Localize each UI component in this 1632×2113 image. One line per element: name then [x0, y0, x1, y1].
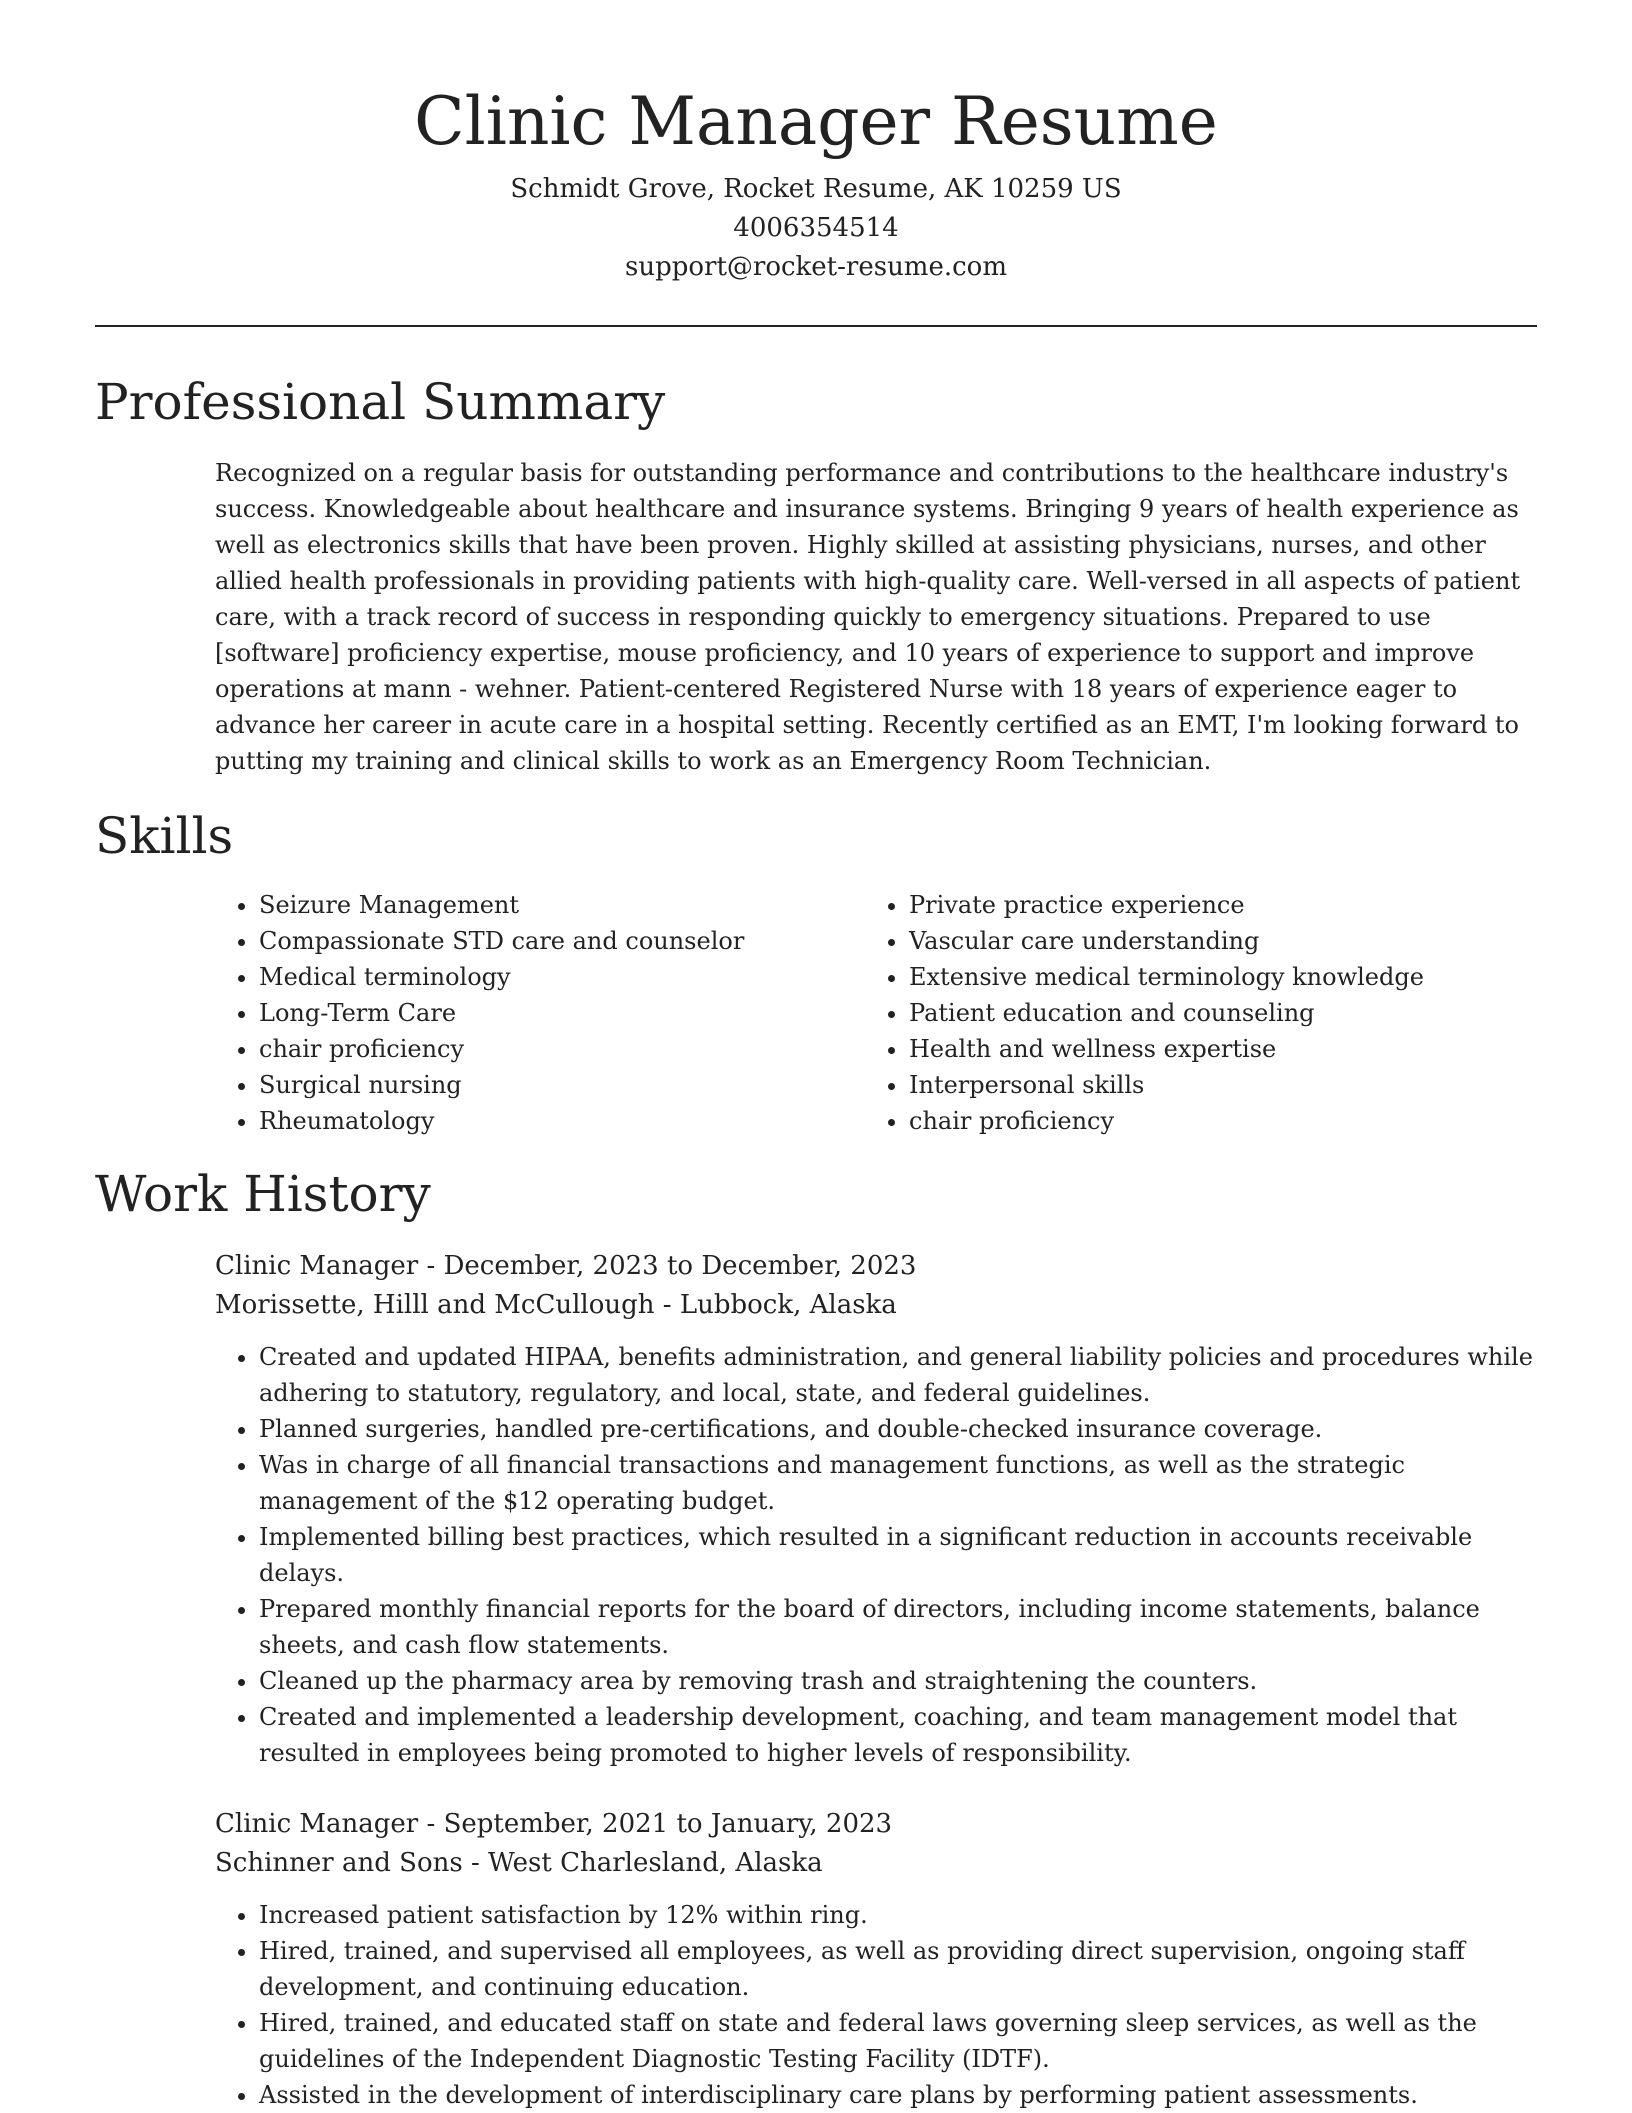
job-role: Clinic Manager: [215, 1809, 419, 1839]
job-dates: - September, 2021 to January, 2023: [418, 1809, 893, 1839]
job-bullets: [215, 1897, 1537, 2113]
job-bullet: • Created and updated HIPAA, benefits administration, and general liability policies and procedures while adhering to statutory, regulatory, and local, state, and federal guidelines.: [259, 1339, 1537, 1411]
job-entry: [215, 1805, 1537, 2113]
skills-heading: Skills: [95, 807, 234, 865]
skill-item: • chair proficiency: [909, 1103, 1515, 1139]
summary-text: Recognized on a regular basis for outstanding performance and contributions to the healthcare industry's success. Knowledgeable about healthcare and insurance systems. Bringing 9 years of health experience as well as electronics skills that have been proven. Highly skilled at assisting physicians, nurses, and other allied health professionals in providing patients with high-quality care. Well-versed in all aspects of patient care, with a track record of success in responding quickly to emergency situations. Prepared to use [software] proficiency expertise, mouse proficiency, and 10 years of experience to support and improve operations at mann - wehner. Patient-centered Registered Nurse with 18 years of experience eager to advance her career in acute care in a hospital setting. Recently certified as an EMT, I'm looking forward to putting my training and clinical skills to work as an Emergency Room Technician.: [215, 459, 1521, 775]
skill-item: • chair proficiency: [259, 1031, 865, 1067]
job-bullets: [215, 1339, 1537, 1771]
job-bullet: • Prepared monthly financial reports for the board of directors, including income statements, balance sheets, and cash flow statements.: [259, 1591, 1537, 1663]
work-history-heading: Work History: [95, 1165, 431, 1223]
job-bullet: • Was in charge of all financial transactions and management functions, as well as the strategic management of the $12 operating budget.: [259, 1447, 1537, 1519]
skills-list: [215, 887, 1537, 1139]
skill-item: • Extensive medical terminology knowledge: [909, 959, 1515, 995]
job-bullet: • Increased patient satisfaction by 12% within ring.: [259, 1897, 1537, 1933]
job-company-line: [215, 1844, 1537, 1883]
skills-column-right: [865, 887, 1515, 1139]
job-location: - Lubbock, Alaska: [654, 1290, 897, 1320]
job-company: Morissette, Hilll and McCullough: [215, 1290, 655, 1320]
skill-item: • Rheumatology: [259, 1103, 865, 1139]
skill-item: • Long-Term Care: [259, 995, 865, 1031]
contact-address: Schmidt Grove, Rocket Resume, AK 10259 US: [510, 174, 1122, 204]
skill-item: • Interpersonal skills: [909, 1067, 1515, 1103]
job-role: Clinic Manager: [215, 1251, 419, 1281]
job-company: Schinner and Sons: [215, 1848, 463, 1878]
job-company-line: [215, 1286, 1537, 1325]
skill-item: • Private practice experience: [909, 887, 1515, 923]
job-title-line: [215, 1247, 1537, 1286]
job-bullet: • Hired, trained, and supervised all employees, as well as providing direct supervision, ongoing staff development, and continuing education.: [259, 1933, 1537, 2005]
header-divider: [95, 325, 1537, 327]
job-location: - West Charlesland, Alaska: [462, 1848, 823, 1878]
skills-column-left: [215, 887, 865, 1139]
job-entry: [215, 1247, 1537, 1771]
summary-heading: Professional Summary: [95, 373, 666, 431]
skill-item: • Compassionate STD care and counselor: [259, 923, 865, 959]
skill-item: • Medical terminology: [259, 959, 865, 995]
contact-phone: 4006354514: [733, 213, 899, 243]
contact-email: support@rocket-resume.com: [624, 252, 1007, 282]
job-bullet: • Implemented billing best practices, which resulted in a significant reduction in accounts receivable delays.: [259, 1519, 1537, 1591]
skill-item: • Surgical nursing: [259, 1067, 865, 1103]
job-dates: - December, 2023 to December, 2023: [418, 1251, 917, 1281]
job-title-line: [215, 1805, 1537, 1844]
skill-item: • Health and wellness expertise: [909, 1031, 1515, 1067]
job-bullet: • Assisted in the development of interdisciplinary care plans by performing patient assessments.: [259, 2077, 1537, 2113]
job-bullet: • Hired, trained, and educated staff on state and federal laws governing sleep services, as well as the guidelines of the Independent Diagnostic Testing Facility (IDTF).: [259, 2005, 1537, 2077]
resume-title: Clinic Manager Resume: [414, 83, 1218, 160]
skill-item: • Vascular care understanding: [909, 923, 1515, 959]
job-bullet: • Cleaned up the pharmacy area by removing trash and straightening the counters.: [259, 1663, 1537, 1699]
job-bullet: • Created and implemented a leadership development, coaching, and team management model that resulted in employees being promoted to higher levels of responsibility.: [259, 1699, 1537, 1771]
skill-item: • Seizure Management: [259, 887, 865, 923]
skill-item: • Patient education and counseling: [909, 995, 1515, 1031]
job-bullet: • Planned surgeries, handled pre-certifications, and double-checked insurance coverage.: [259, 1411, 1537, 1447]
contact-block: [95, 170, 1537, 287]
